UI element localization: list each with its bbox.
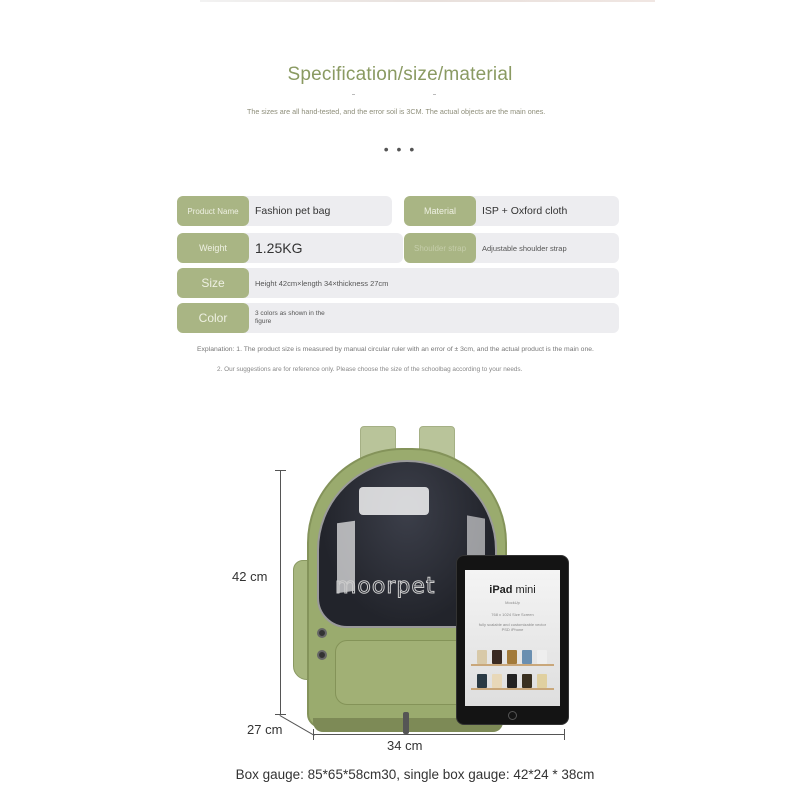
spec-label: Size xyxy=(177,268,249,298)
spec-label: Material xyxy=(404,196,476,226)
ipad-title: iPad mini xyxy=(489,584,536,596)
product-image xyxy=(225,420,585,753)
ipad-subtitle: MockUp xyxy=(505,600,520,605)
ipad-desc: fully scalable and customizable vector PSD iPhone xyxy=(478,622,547,632)
spec-row-product-name xyxy=(177,196,392,226)
explanation-line-1: Explanation: 1. The product size is measured by manual circular ruler with an error of ± 3cm, and the actual product is the main one. xyxy=(197,346,594,353)
page-title: Specification/size/material xyxy=(287,64,513,85)
spec-value-text: 3 colors as shown in the figure xyxy=(255,310,325,325)
thickness-label: 27 cm xyxy=(247,722,283,737)
ipad-size-text: 768 x 1024 Size Screen xyxy=(491,612,534,617)
vent-hole-icon xyxy=(317,628,327,638)
zipper-pull-icon xyxy=(403,712,409,734)
spec-value xyxy=(245,303,619,333)
height-label: 42 cm xyxy=(232,569,268,584)
box-gauge-caption: Box gauge: 85*65*58cm30, single box gauge: 42*24 * 38cm xyxy=(235,767,595,782)
spec-row-weight xyxy=(177,233,403,263)
brand-logo: moorpet xyxy=(335,574,436,599)
spec-label: Color xyxy=(177,303,249,333)
spec-value: 1.25KG xyxy=(245,233,403,263)
spec-row-color xyxy=(177,303,619,333)
spec-label: Product Name xyxy=(177,196,249,226)
subtitle-note: The sizes are all hand-tested, and the error soil is 3CM. The actual objects are the main ones. xyxy=(247,107,546,116)
ipad-home-button-icon xyxy=(508,711,517,720)
vent-hole-icon xyxy=(317,650,327,660)
spec-row-material xyxy=(404,196,619,226)
title-underline-ticks xyxy=(0,94,800,96)
ipad-mini-reference xyxy=(456,555,569,725)
length-label: 34 cm xyxy=(387,738,423,753)
spec-value: Fashion pet bag xyxy=(245,196,392,226)
top-divider-line xyxy=(200,0,655,2)
spec-value: Height 42cm×length 34×thickness 27cm xyxy=(245,268,619,298)
spec-label: Shoulder strap xyxy=(404,233,476,263)
length-dimension-line xyxy=(313,734,565,735)
explanation-line-2: 2. Our suggestions are for reference only. Please choose the size of the schoolbag according to your needs. xyxy=(217,366,523,373)
height-dimension-line xyxy=(280,470,281,715)
spec-row-size xyxy=(177,268,619,298)
spec-row-shoulder-strap xyxy=(404,233,619,263)
ipad-screen xyxy=(465,570,560,706)
spec-value: Adjustable shoulder strap xyxy=(472,233,619,263)
spec-value: ISP + Oxford cloth xyxy=(472,196,619,226)
spec-label: Weight xyxy=(177,233,249,263)
ellipsis-dots-icon: • • • xyxy=(383,141,417,157)
